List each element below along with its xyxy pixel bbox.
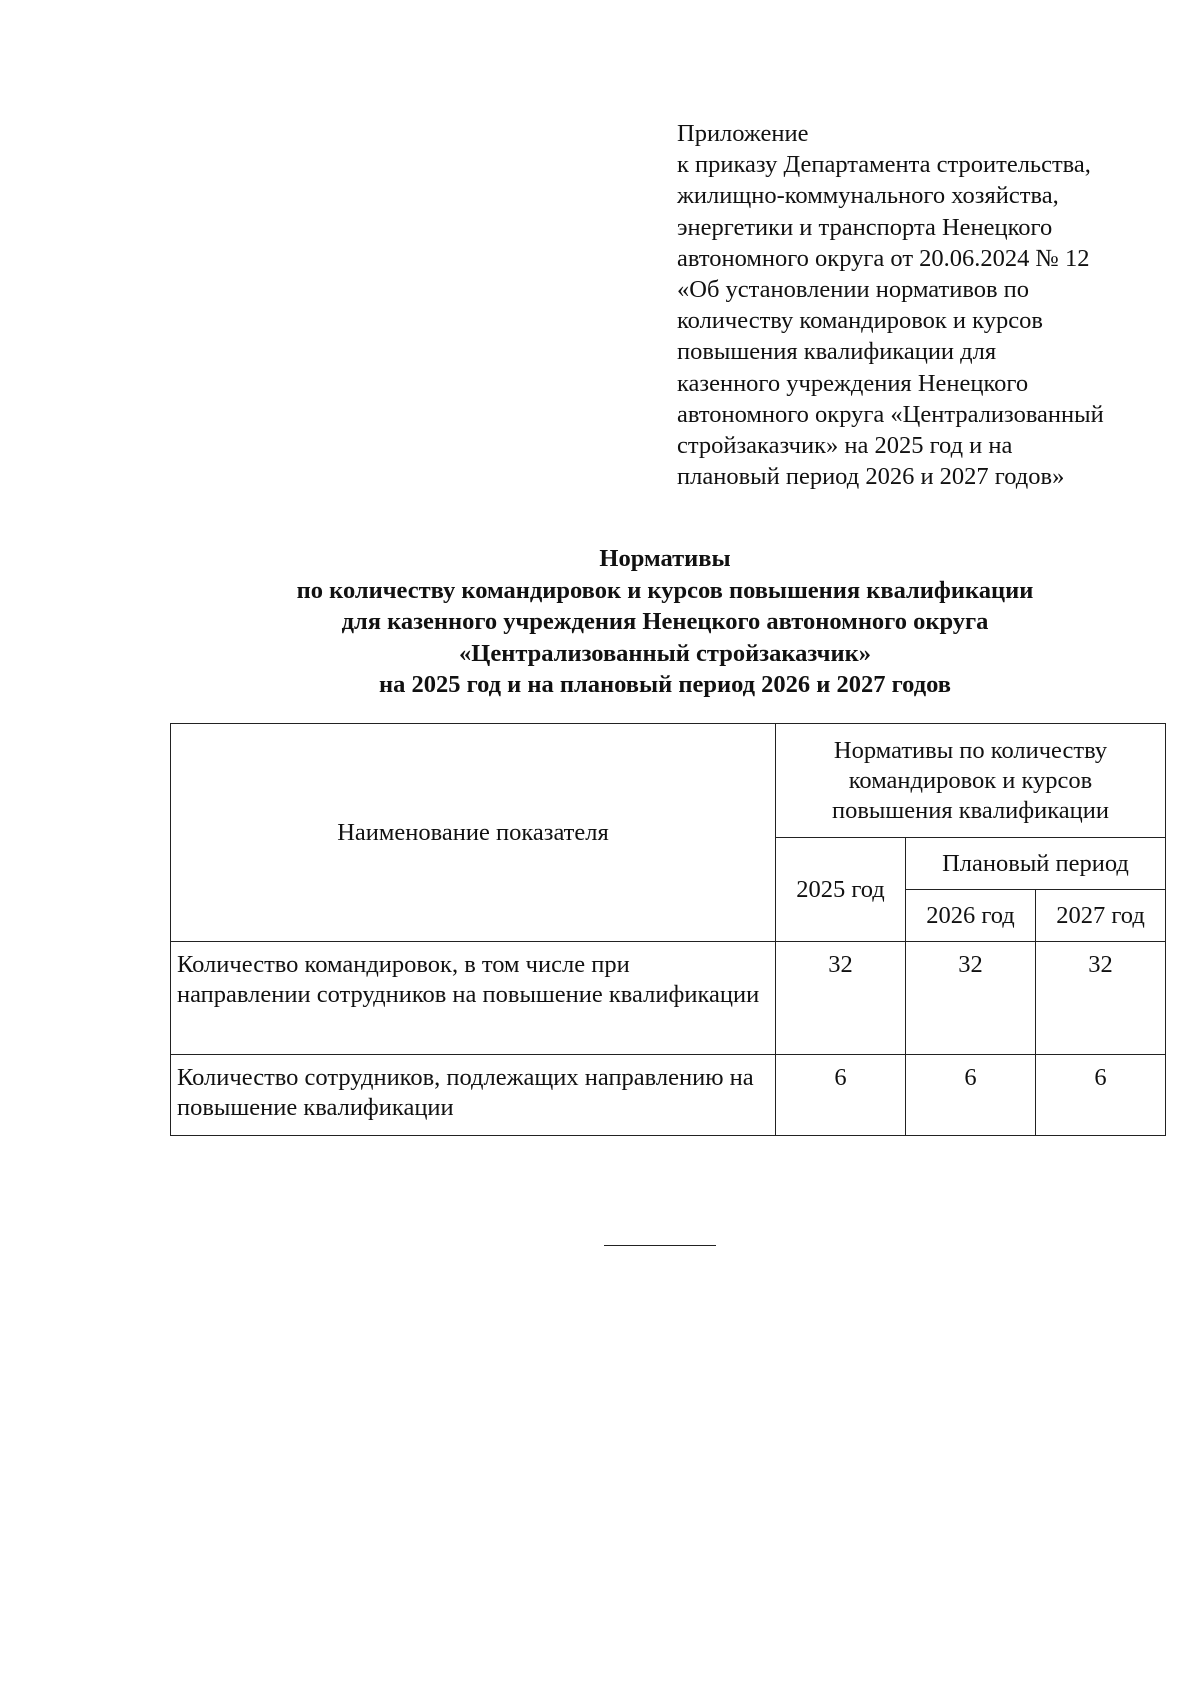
table-header-row: [171, 724, 1166, 838]
appendix-line: автономного округа от 20.06.2024 № 12: [677, 244, 1090, 272]
appendix-line: к приказу Департамента строительства,: [677, 151, 1091, 179]
appendix-line: стройзаказчик» на 2025 год и на: [677, 432, 1013, 460]
title-line: Нормативы: [599, 545, 731, 572]
appendix-line: количеству командировок и курсов: [677, 307, 1043, 335]
appendix-header: [677, 118, 1197, 492]
row-label: Количество сотрудников, подлежащих направлению на повышение квалификации: [171, 1055, 776, 1136]
title-line: на 2025 год и на плановый период 2026 и 2027 годов: [378, 671, 951, 698]
title-line: для казенного учреждения Ненецкого автономного округа: [341, 608, 989, 635]
header-year-2027: 2027 год: [1036, 890, 1166, 942]
header-group: Нормативы по количеству командировок и курсов повышения квалификации: [776, 724, 1166, 838]
header-planned-period: Плановый период: [906, 838, 1166, 890]
title-line: «Централизованный стройзаказчик»: [459, 639, 871, 667]
header-year-2026: 2026 год: [906, 890, 1036, 942]
appendix-line: повышения квалификации для: [677, 338, 997, 366]
closing-divider: [604, 1245, 716, 1246]
row-value-2027: 6: [1036, 1055, 1166, 1136]
norms-table: [170, 723, 1166, 1136]
appendix-line: энергетики и транспорта Ненецкого: [677, 213, 1053, 241]
appendix-line: автономного округа «Централизованный: [677, 400, 1104, 428]
row-value-2025: 32: [776, 942, 906, 1055]
header-name-column: Наименование показателя: [171, 724, 776, 942]
appendix-line: Приложение: [677, 120, 809, 147]
header-year-2025: 2025 год: [776, 838, 906, 942]
row-value-2026: 32: [906, 942, 1036, 1055]
row-value-2025: 6: [776, 1055, 906, 1136]
table-row: [171, 1055, 1166, 1136]
row-value-2027: 32: [1036, 942, 1166, 1055]
appendix-line: «Об установлении нормативов по: [677, 276, 1030, 304]
appendix-line: плановый период 2026 и 2027 годов»: [677, 463, 1065, 491]
row-value-2026: 6: [906, 1055, 1036, 1136]
document-title: [0, 543, 1200, 701]
title-line: по количеству командировок и курсов повышения квалификации: [296, 576, 1034, 604]
row-label: Количество командировок, в том числе при направлении сотрудников на повышение квалификации: [171, 942, 776, 1055]
table-row: [171, 942, 1166, 1055]
appendix-line: казенного учреждения Ненецкого: [677, 369, 1029, 397]
appendix-line: жилищно-коммунального хозяйства,: [677, 182, 1059, 210]
